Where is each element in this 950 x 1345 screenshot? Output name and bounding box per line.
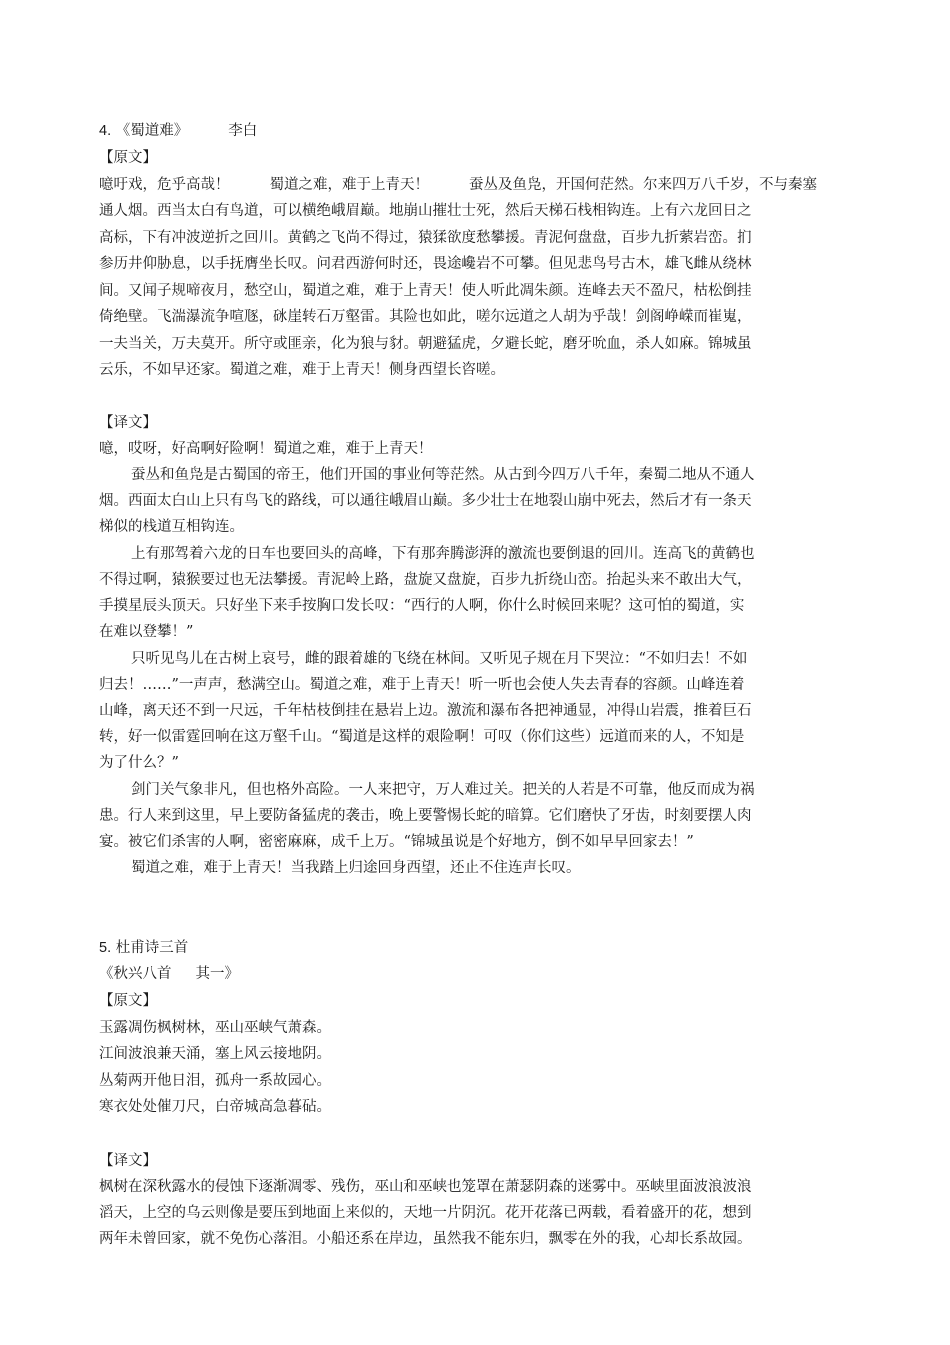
original-line: 噫吁戏，危乎高哉！ 蜀道之难，难于上青天！ 蚕丛及鱼凫，开国何茫然。尔来四万八千岁，不与秦塞: [99, 177, 817, 193]
translation-line: 患。行人来到这里，早上要防备猛虎的袭击，晚上要警惕长蛇的暗算。它们磨快了牙齿，时刻要摆人肉: [99, 808, 752, 824]
translation-line: 不得过啊，猿猴要过也无法攀援。青泥岭上路，盘旋又盘旋，百步九折绕山峦。抬起头来不敢出大气，: [99, 572, 752, 588]
poem-line: 寒衣处处催刀尺，白帝城高急暮砧。: [99, 1099, 331, 1115]
original-label: 【原文】: [99, 150, 157, 166]
poem-author: 李白: [228, 123, 258, 139]
translation-line: 蜀道之难，难于上青天！当我踏上归途回身西望，还止不住连声长叹。: [131, 860, 581, 876]
original-line: 倚绝壁。飞湍瀑流争喧豗，砯崖转石万壑雷。其险也如此，嗟尔远道之人胡为乎哉！剑阁峥嵘而崔嵬，: [99, 309, 752, 325]
translation-line: 在难以登攀！”: [99, 624, 194, 640]
translation-line: 枫树在深秋露水的侵蚀下逐渐凋零、残伤，巫山和巫峡也笼罩在萧瑟阴森的迷雾中。巫峡里面波浪波浪: [99, 1179, 752, 1195]
translation-line: 梯似的栈道互相钩连。: [99, 519, 244, 535]
section-5-number: 5.: [99, 940, 112, 956]
translation-line: 归去！……”一声声，愁满空山。蜀道之难，难于上青天！听一听也会使人失去青春的容颜。山峰连着: [99, 677, 745, 693]
translation-label: 【译文】: [99, 415, 157, 431]
translation-line: 烟。西面太白山上只有鸟飞的路线，可以通往峨眉山巅。多少壮士在地裂山崩中死去，然后才有一条天: [99, 493, 752, 509]
original-line: 间。又闻子规啼夜月，愁空山，蜀道之难，难于上青天！使人听此凋朱颜。连峰去天不盈尺，枯松倒挂: [99, 283, 752, 299]
original-line: 云乐，不如早还家。蜀道之难，难于上青天！侧身西望长咨嗟。: [99, 362, 505, 378]
translation-line: 上有那驾着六龙的日车也要回头的高峰，下有那奔腾澎湃的激流也要倒退的回川。连高飞的黄鹤也: [131, 546, 755, 562]
poem-line: 江间波浪兼天涌，塞上风云接地阴。: [99, 1046, 331, 1062]
original-label: 【原文】: [99, 993, 157, 1009]
original-line: 通人烟。西当太白有鸟道，可以横绝峨眉巅。地崩山摧壮士死，然后天梯石栈相钩连。上有六龙回日之: [99, 203, 752, 219]
poem-line: 丛菊两开他日泪，孤舟一系故园心。: [99, 1073, 331, 1089]
translation-line: 为了什么？”: [99, 755, 179, 771]
translation-line: 滔天，上空的乌云则像是要压到地面上来似的，天地一片阴沉。花开花落已两载，看着盛开的花，想到: [99, 1205, 752, 1221]
poem-line: 玉露凋伤枫树林，巫山巫峡气萧森。: [99, 1020, 331, 1036]
original-line: 高标，下有冲波逆折之回川。黄鹤之飞尚不得过，猿猱欲度愁攀援。青泥何盘盘，百步九折萦岩峦。扪: [99, 230, 752, 246]
translation-line: 蚕丛和鱼凫是古蜀国的帝王，他们开国的事业何等茫然。从古到今四万八千年，秦蜀二地从不通人: [131, 467, 755, 483]
translation-line: 转，好一似雷霆回响在这万壑千山。“蜀道是这样的艰险啊！可叹（你们这些）远道而来的人，不知是: [99, 729, 745, 745]
original-line: 一夫当关，万夫莫开。所守或匪亲，化为狼与豺。朝避猛虎，夕避长蛇，磨牙吮血，杀人如麻。锦城虽: [99, 336, 752, 352]
translation-line: 宴。被它们杀害的人啊，密密麻麻，成千上万。“锦城虽说是个好地方，倒不如早早回家去！”: [99, 834, 694, 850]
translation-line: 噫，哎呀，好高啊好险啊！蜀道之难，难于上青天！: [99, 441, 433, 457]
poem-title: 《秋兴八首 其一》: [99, 966, 239, 982]
section-5-heading: 5. 杜甫诗三首: [99, 940, 189, 956]
translation-line: 两年未曾回家，就不免伤心落泪。小船还系在岸边，虽然我不能东归，飘零在外的我，心却长系故园。: [99, 1231, 752, 1247]
translation-line: 山峰，离天还不到一尺远，千年枯枝倒挂在悬岩上边。激流和瀑布各把神通显，冲得山岩震，推着巨石: [99, 703, 752, 719]
poem-title: 《蜀道难》: [115, 123, 189, 139]
translation-line: 手摸星辰头顶天。只好坐下来手按胸口发长叹：“西行的人啊，你什么时候回来呢？这可怕的蜀道，实: [99, 598, 745, 614]
translation-line: 剑门关气象非凡，但也格外高险。一人来把守，万人难过关。把关的人若是不可靠，他反而成为祸: [131, 782, 755, 798]
translation-line: 只听见鸟儿在古树上哀号，雌的跟着雄的飞绕在林间。又听见子规在月下哭泣：“不如归去！不如: [131, 651, 748, 667]
section-4-number: 4.: [99, 123, 112, 139]
translation-label: 【译文】: [99, 1153, 157, 1169]
section-4-heading: [99, 121, 257, 141]
original-line: 参历井仰胁息，以手抚膺坐长叹。问君西游何时还，畏途巉岩不可攀。但见悲鸟号古木，雄飞雌从绕林: [99, 256, 752, 272]
